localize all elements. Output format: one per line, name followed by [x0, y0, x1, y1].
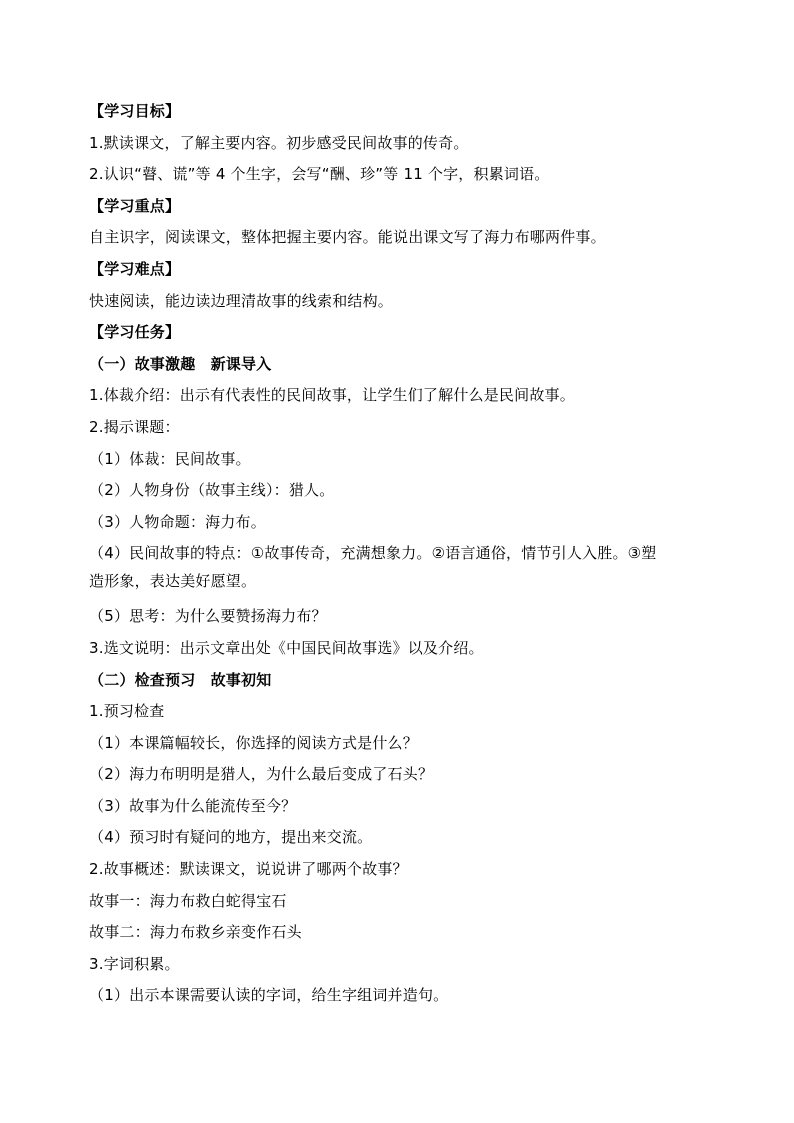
heading-learning-tasks: 【学习任务】: [89, 323, 181, 342]
sub-item: （5）思考：为什么要赞扬海力布？: [89, 607, 327, 626]
story-line: 故事二：海力布救乡亲变作石头: [89, 923, 302, 942]
task-item: 2.揭示课题：: [89, 417, 180, 436]
sub-item-continuation: 造形象，表达美好愿望。: [89, 572, 257, 591]
heading-key-points: 【学习重点】: [89, 196, 181, 215]
task-item: 3.选文说明：出示文章出处《中国民间故事选》以及介绍。: [89, 638, 484, 657]
goal-item-1: 1.默读课文，了解主要内容。初步感受民间故事的传奇。: [89, 133, 469, 152]
document-page: [89, 96, 709, 1012]
task-item: 1.体裁介绍：出示有代表性的民间故事，让学生们了解什么是民间故事。: [89, 386, 575, 405]
section-heading-1: （一）故事激趣 新课导入: [89, 354, 272, 373]
task-item: 3.字词积累。: [89, 954, 180, 973]
sub-item: （4）民间故事的特点：①故事传奇，充满想象力。②语言通俗，情节引人入胜。③塑: [89, 544, 657, 563]
task-item: 2.故事概述：默读课文，说说讲了哪两个故事？: [89, 860, 408, 879]
sub-item: （3）故事为什么能流传至今？: [89, 796, 297, 815]
sub-item: （1）本课篇幅较长，你选择的阅读方式是什么？: [89, 733, 418, 752]
sub-item: （2）海力布明明是猎人，为什么最后变成了石头？: [89, 765, 434, 784]
difficulties-text: 快速阅读，能边读边理清故事的线索和结构。: [89, 291, 394, 310]
goal-item-2: 2.认识“瞽、谎”等 4 个生字，会写“酬、珍”等 11 个字，积累词语。: [89, 165, 550, 184]
key-points-text: 自主识字，阅读课文，整体把握主要内容。能说出课文写了海力布哪两件事。: [89, 228, 606, 247]
sub-item: （3）人物命题：海力布。: [89, 512, 266, 531]
heading-learning-goals: 【学习目标】: [89, 102, 181, 120]
story-line: 故事一：海力布救白蛇得宝石: [89, 891, 287, 910]
heading-difficulties: 【学习难点】: [89, 259, 181, 278]
task-item: 1.预习检查: [89, 702, 165, 721]
sub-item: （4）预习时有疑问的地方，提出来交流。: [89, 828, 373, 847]
sub-item: （1）出示本课需要认读的字词，给生字组词并造句。: [89, 986, 449, 1005]
section-heading-2: （二）检查预习 故事初知: [89, 670, 272, 689]
sub-item: （2）人物身份（故事主线）：猎人。: [89, 481, 335, 500]
sub-item: （1）体裁：民间故事。: [89, 449, 251, 468]
